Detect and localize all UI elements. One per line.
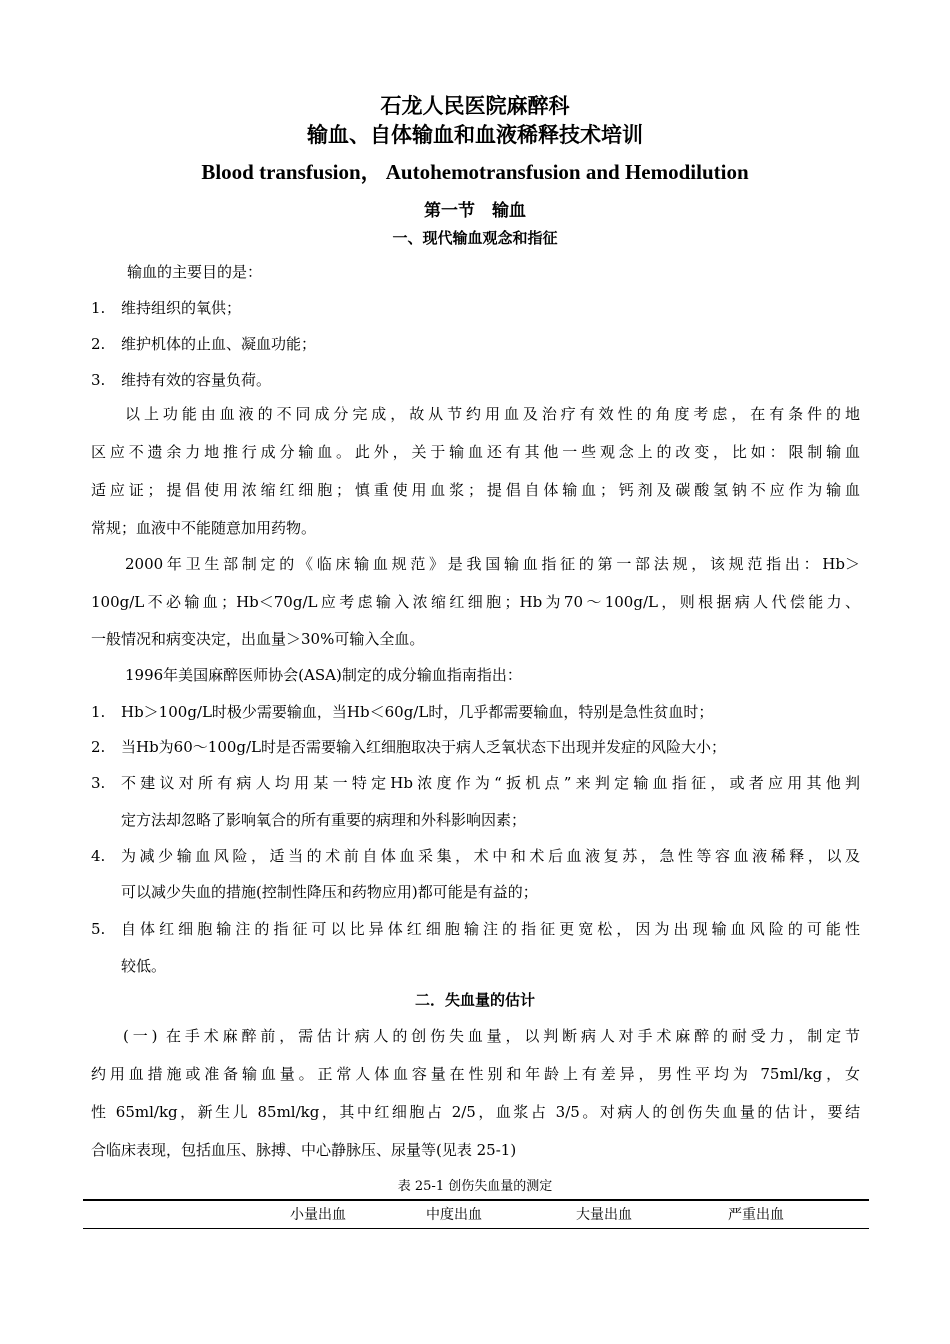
table-header-cell: 小量出血	[290, 1207, 346, 1223]
paragraph-line: 区应不遗余力地推行成分输血。此外，关于输血还有其他一些观念上的改变，比如：限制输血	[91, 443, 860, 461]
paragraph-line: 100g/L不必输血；Hb＜70g/L应考虑输入浓缩红细胞；Hb为70～100g/L，则根据病人代偿能力、	[91, 593, 860, 611]
list-item-text: 当Hb为60～100g/L时是否需要输入红细胞取决于病人乏氧状态下出现并发症的风险大小；	[121, 738, 727, 756]
intro-text: 输血的主要目的是：	[127, 263, 263, 281]
list-number: 3.	[91, 774, 106, 792]
list-item-text: 不建议对所有病人均用某一特定Hb浓度作为“扳机点”来判定输血指征，或者应用其他判	[121, 774, 860, 792]
goal-text: 维持有效的容量负荷。	[121, 371, 272, 389]
list-item-text: 为减少输血风险，适当的术前自体血采集，术中和术后血液复苏，急性等容血液稀释，以及	[121, 847, 860, 865]
paragraph-line: 适应证；提倡使用浓缩红细胞；慎重使用血浆；提倡自体输血；钙剂及碳酸氢钠不应作为输血	[91, 481, 860, 499]
paragraph-line: 约用血措施或准备输血量。正常人体血容量在性别和年龄上有差异，男性平均为 75ml/kg，女	[91, 1065, 860, 1083]
list-item-text: 可以减少失血的措施(控制性降压和药物应用)都可能是有益的；	[121, 883, 538, 901]
list-item-text: Hb＞100g/L时极少需要输血，当Hb＜60g/L时，几乎都需要输血，特别是急性贫血时；	[121, 703, 714, 721]
paragraph-line: 一般情况和病变决定，出血量＞30%可输入全血。	[91, 630, 425, 648]
goal-number: 1.	[91, 299, 106, 317]
table-header-rule	[83, 1228, 869, 1229]
section-heading: 二．失血量的估计	[414, 991, 535, 1009]
goal-text: 维护机体的止血、凝血功能；	[121, 335, 317, 353]
paragraph-line: 1996年美国麻醉医师协会(ASA)制定的成分输血指南指出：	[125, 666, 522, 684]
list-number: 4.	[91, 847, 106, 865]
goal-number: 3.	[91, 371, 106, 389]
list-number: 2.	[91, 738, 106, 756]
document-subtitle: 输血、自体输血和血液稀释技术培训	[307, 122, 643, 147]
document-english-title: Blood transfusion， Autohemotransfusion and Hemodilution	[201, 160, 749, 184]
paragraph-line: 常规；血液中不能随意加用药物。	[91, 519, 317, 537]
document-title: 石龙人民医院麻醉科	[380, 93, 570, 118]
list-number: 1.	[91, 703, 106, 721]
paragraph-line: 性 65ml/kg，新生儿 85ml/kg，其中红细胞占 2/5，血浆占 3/5。对病人的创伤失血量的估计，要结	[91, 1103, 860, 1121]
goal-number: 2.	[91, 335, 106, 353]
paragraph-line: (一) 在手术麻醉前，需估计病人的创伤失血量，以判断病人对手术麻醉的耐受力，制定节	[123, 1027, 860, 1045]
table-top-rule	[83, 1199, 869, 1201]
list-item-text: 较低。	[121, 957, 167, 975]
goal-text: 维持组织的氧供；	[121, 299, 242, 317]
list-item-text: 定方法却忽略了影响氧合的所有重要的病理和外科影响因素；	[121, 811, 527, 829]
table-header-cell: 严重出血	[728, 1207, 784, 1223]
paragraph-line: 合临床表现，包括血压、脉搏、中心静脉压、尿量等(见表 25-1)	[91, 1141, 517, 1159]
list-number: 5.	[91, 920, 106, 938]
table-header-cell: 中度出血	[426, 1207, 482, 1223]
paragraph-line: 以上功能由血液的不同成分完成，故从节约用血及治疗有效性的角度考虑，在有条件的地	[125, 405, 860, 423]
subsection-heading: 一、现代输血观念和指征	[392, 229, 558, 247]
table-header-cell: 大量出血	[576, 1207, 632, 1223]
section-heading: 第一节 输血	[424, 201, 526, 221]
list-item-text: 自体红细胞输注的指征可以比异体红细胞输注的指征更宽松，因为出现输血风险的可能性	[121, 920, 860, 938]
paragraph-line: 2000年卫生部制定的《临床输血规范》是我国输血指征的第一部法规，该规范指出：Hb＞	[125, 555, 860, 573]
table-caption: 表 25-1 创伤失血量的测定	[397, 1179, 553, 1194]
